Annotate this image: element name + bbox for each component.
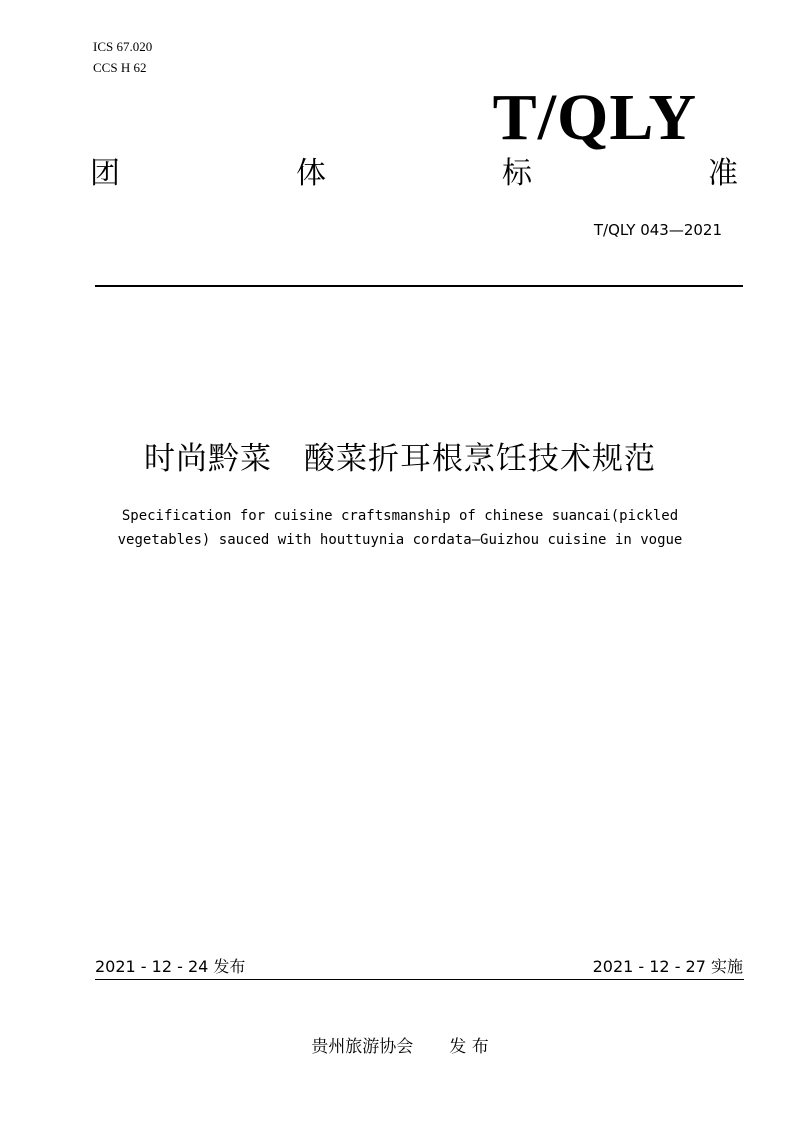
standard-type-char: 团 (90, 156, 120, 191)
ccs-code: CCS H 62 (93, 60, 147, 75)
standard-code-mark: T/QLY (492, 81, 697, 154)
standard-type-char: 体 (296, 156, 326, 191)
english-title-line: Specification for cuisine craftsmanship of chinese suancai(pickled (121, 508, 679, 524)
footer-divider (95, 979, 744, 980)
chinese-title: 时尚黔菜 酸菜折耳根烹饪技术规范 (144, 441, 656, 477)
publish-action: 发 布 (449, 1037, 489, 1057)
standard-number: T/QLY 043—2021 (593, 221, 722, 239)
publisher-name: 贵州旅游协会 (311, 1037, 414, 1057)
standard-type-heading (90, 152, 738, 196)
ics-code: ICS 67.020 (93, 39, 153, 54)
issue-date: 2021 - 12 - 24 发布 (95, 957, 246, 976)
standard-type-char: 标 (502, 156, 532, 191)
publisher-line (0, 1034, 800, 1060)
english-title (0, 504, 800, 552)
standard-type-char: 准 (708, 156, 738, 191)
english-title-line: vegetables) sauced with houttuynia cordata—Guizhou cuisine in vogue (117, 532, 683, 548)
implementation-date: 2021 - 12 - 27 实施 (592, 957, 743, 976)
header-divider (95, 285, 743, 287)
